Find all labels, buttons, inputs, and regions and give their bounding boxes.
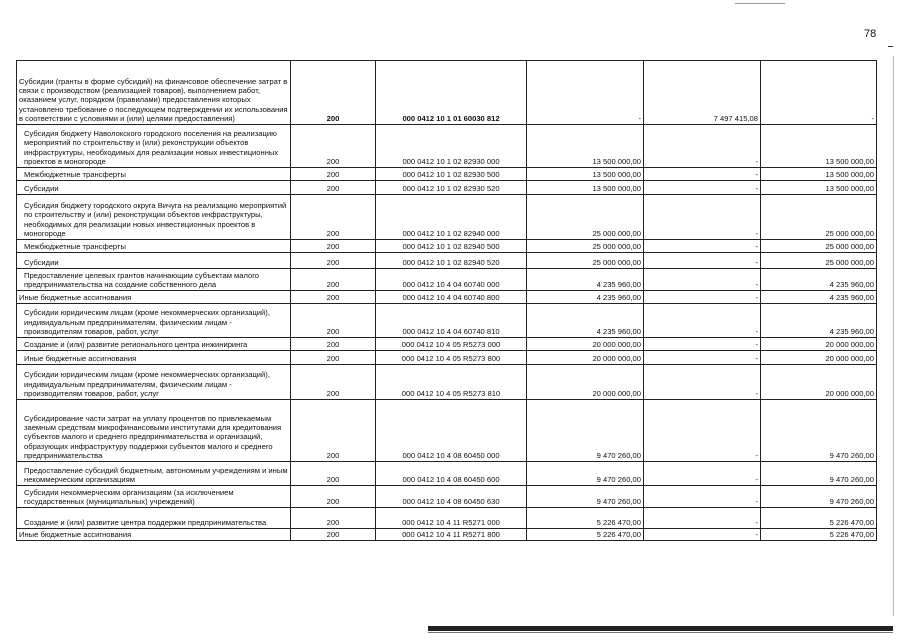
table-row <box>17 351 877 365</box>
row-code: 000 0412 10 4 11 R5271 000 <box>376 508 527 529</box>
row-amount-1: 13 500 000,00 <box>527 168 644 181</box>
row-grbs: 200 <box>291 400 376 462</box>
row-code: 000 0412 10 1 01 60030 812 <box>376 61 527 125</box>
table-row <box>17 486 877 508</box>
table-row <box>17 365 877 400</box>
table-row <box>17 462 877 486</box>
table-row <box>17 400 877 462</box>
row-grbs: 200 <box>291 181 376 195</box>
row-amount-3: 5 226 470,00 <box>761 508 877 529</box>
row-amount-2: - <box>644 486 761 508</box>
row-amount-1: 9 470 260,00 <box>527 486 644 508</box>
row-amount-3: 20 000 000,00 <box>761 365 877 400</box>
scan-bottom-bar <box>428 626 893 631</box>
row-amount-3: 9 470 260,00 <box>761 462 877 486</box>
row-code: 000 0412 10 4 04 60740 800 <box>376 291 527 304</box>
row-name: Создание и (или) развитие регионального центра инжиниринга <box>17 338 291 351</box>
row-amount-1: 9 470 260,00 <box>527 462 644 486</box>
row-amount-2: - <box>644 125 761 168</box>
row-amount-1: 5 226 470,00 <box>527 529 644 541</box>
row-code: 000 0412 10 4 05 R5273 800 <box>376 351 527 365</box>
row-grbs: 200 <box>291 365 376 400</box>
scan-edge <box>893 56 894 616</box>
row-name: Субсидии <box>17 181 291 195</box>
row-code: 000 0412 10 4 05 R5273 000 <box>376 338 527 351</box>
row-grbs: 200 <box>291 486 376 508</box>
row-name: Субсидии юридическим лицам (кроме некоммерческих организаций), индивидуальным предпринимателям, физическим лицам - производителям товаров, работ, услуг <box>17 365 291 400</box>
row-amount-3: 9 470 260,00 <box>761 400 877 462</box>
margin-mark <box>888 46 893 47</box>
row-amount-2: - <box>644 400 761 462</box>
row-grbs: 200 <box>291 253 376 269</box>
row-amount-3: 25 000 000,00 <box>761 195 877 240</box>
row-amount-2: 7 497 415,08 <box>644 61 761 125</box>
row-amount-1: 20 000 000,00 <box>527 338 644 351</box>
row-amount-1: 4 235 960,00 <box>527 304 644 338</box>
row-amount-3: 4 235 960,00 <box>761 269 877 291</box>
row-amount-3: 4 235 960,00 <box>761 304 877 338</box>
row-amount-1: 4 235 960,00 <box>527 269 644 291</box>
row-amount-2: - <box>644 304 761 338</box>
row-name: Субсидирование части затрат на уплату процентов по привлекаемым заемным средствам микрофинансовыми институтами для кредитования субъектов малого и среднего предпринимательства и организаций, образующих инфраструктуру поддержки субъектов малого и среднего предпринимательства <box>17 400 291 462</box>
row-code: 000 0412 10 4 04 60740 000 <box>376 269 527 291</box>
table-row <box>17 168 877 181</box>
row-grbs: 200 <box>291 240 376 253</box>
row-code: 000 0412 10 4 11 R5271 800 <box>376 529 527 541</box>
row-grbs: 200 <box>291 508 376 529</box>
row-code: 000 0412 10 4 08 60450 630 <box>376 486 527 508</box>
row-amount-1: 25 000 000,00 <box>527 240 644 253</box>
row-code: 000 0412 10 4 05 R5273 810 <box>376 365 527 400</box>
table-row <box>17 508 877 529</box>
row-amount-2: - <box>644 291 761 304</box>
row-name: Субсидия бюджету городского округа Вичуга на реализацию мероприятий по строительству и (или) реконструкции объектов инфраструктуры, необходимых для реализации новых инвестиционных проектов в моногороде <box>17 195 291 240</box>
row-grbs: 200 <box>291 351 376 365</box>
row-name: Субсидии <box>17 253 291 269</box>
row-amount-3: 13 500 000,00 <box>761 125 877 168</box>
table-row <box>17 304 877 338</box>
row-name: Субсидия бюджету Наволокского городского поселения на реализацию мероприятий по строительству и (или) реконструкции объектов инфраструктуры, необходимых для реализации новых инвестиционных проектов в моногороде <box>17 125 291 168</box>
row-amount-1: - <box>527 61 644 125</box>
table-row <box>17 240 877 253</box>
table-row <box>17 529 877 541</box>
row-amount-3: - <box>761 61 877 125</box>
row-amount-1: 20 000 000,00 <box>527 351 644 365</box>
row-amount-3: 20 000 000,00 <box>761 351 877 365</box>
row-amount-2: - <box>644 240 761 253</box>
row-amount-1: 25 000 000,00 <box>527 253 644 269</box>
table-row <box>17 61 877 125</box>
row-name: Иные бюджетные ассигнования <box>17 291 291 304</box>
row-code: 000 0412 10 1 02 82940 520 <box>376 253 527 269</box>
row-name: Субсидии (гранты в форме субсидий) на финансовое обеспечение затрат в связи с производством (реализацией товаров), выполнением работ, оказанием услуг, порядком (правилами) предоставления которых установлено требование о последующем подтверждении их использования в соответствии с условиями и (или) целями предоставления) <box>17 61 291 125</box>
row-amount-2: - <box>644 338 761 351</box>
table-row <box>17 125 877 168</box>
row-amount-3: 13 500 000,00 <box>761 168 877 181</box>
page-number: 78 <box>864 28 877 40</box>
row-amount-2: - <box>644 365 761 400</box>
row-amount-3: 20 000 000,00 <box>761 338 877 351</box>
row-grbs: 200 <box>291 269 376 291</box>
row-grbs: 200 <box>291 195 376 240</box>
row-grbs: 200 <box>291 338 376 351</box>
row-amount-3: 25 000 000,00 <box>761 240 877 253</box>
scan-bottom-line <box>428 632 893 633</box>
row-grbs: 200 <box>291 61 376 125</box>
row-amount-3: 5 226 470,00 <box>761 529 877 541</box>
row-amount-1: 5 226 470,00 <box>527 508 644 529</box>
table-row <box>17 291 877 304</box>
row-name: Субсидии некоммерческим организациям (за исключением государственных (муниципальных) учреждений) <box>17 486 291 508</box>
row-amount-2: - <box>644 351 761 365</box>
row-amount-1: 20 000 000,00 <box>527 365 644 400</box>
table-row <box>17 253 877 269</box>
row-code: 000 0412 10 1 02 82930 500 <box>376 168 527 181</box>
table-row <box>17 269 877 291</box>
top-rule <box>735 3 785 4</box>
row-amount-1: 9 470 260,00 <box>527 400 644 462</box>
row-name: Межбюджетные трансферты <box>17 240 291 253</box>
row-name: Субсидии юридическим лицам (кроме некоммерческих организаций), индивидуальным предпринимателям, физическим лицам - производителям товаров, работ, услуг <box>17 304 291 338</box>
row-amount-2: - <box>644 168 761 181</box>
row-code: 000 0412 10 1 02 82940 500 <box>376 240 527 253</box>
row-amount-3: 9 470 260,00 <box>761 486 877 508</box>
table-row <box>17 195 877 240</box>
row-amount-2: - <box>644 253 761 269</box>
row-amount-2: - <box>644 181 761 195</box>
row-amount-3: 4 235 960,00 <box>761 291 877 304</box>
row-name: Иные бюджетные ассигнования <box>17 529 291 541</box>
row-amount-3: 25 000 000,00 <box>761 253 877 269</box>
row-amount-1: 13 500 000,00 <box>527 181 644 195</box>
row-amount-2: - <box>644 462 761 486</box>
row-grbs: 200 <box>291 304 376 338</box>
row-amount-1: 4 235 960,00 <box>527 291 644 304</box>
row-name: Предоставление целевых грантов начинающим субъектам малого предпринимательства на создание собственного дела <box>17 269 291 291</box>
row-grbs: 200 <box>291 125 376 168</box>
table-row <box>17 181 877 195</box>
table-row <box>17 338 877 351</box>
row-code: 000 0412 10 1 02 82930 000 <box>376 125 527 168</box>
row-name: Предоставление субсидий бюджетным, автономным учреждениям и иным некоммерческим организациям <box>17 462 291 486</box>
row-amount-2: - <box>644 529 761 541</box>
row-amount-1: 13 500 000,00 <box>527 125 644 168</box>
row-grbs: 200 <box>291 168 376 181</box>
row-code: 000 0412 10 4 04 60740 810 <box>376 304 527 338</box>
row-amount-3: 13 500 000,00 <box>761 181 877 195</box>
row-amount-2: - <box>644 269 761 291</box>
row-amount-2: - <box>644 508 761 529</box>
budget-table <box>16 60 877 541</box>
row-grbs: 200 <box>291 462 376 486</box>
row-code: 000 0412 10 1 02 82940 000 <box>376 195 527 240</box>
row-amount-1: 25 000 000,00 <box>527 195 644 240</box>
row-code: 000 0412 10 4 08 60450 600 <box>376 462 527 486</box>
row-grbs: 200 <box>291 291 376 304</box>
row-name: Создание и (или) развитие центра поддержки предпринимательства <box>17 508 291 529</box>
row-amount-2: - <box>644 195 761 240</box>
row-code: 000 0412 10 4 08 60450 000 <box>376 400 527 462</box>
row-code: 000 0412 10 1 02 82930 520 <box>376 181 527 195</box>
row-name: Иные бюджетные ассигнования <box>17 351 291 365</box>
row-grbs: 200 <box>291 529 376 541</box>
row-name: Межбюджетные трансферты <box>17 168 291 181</box>
